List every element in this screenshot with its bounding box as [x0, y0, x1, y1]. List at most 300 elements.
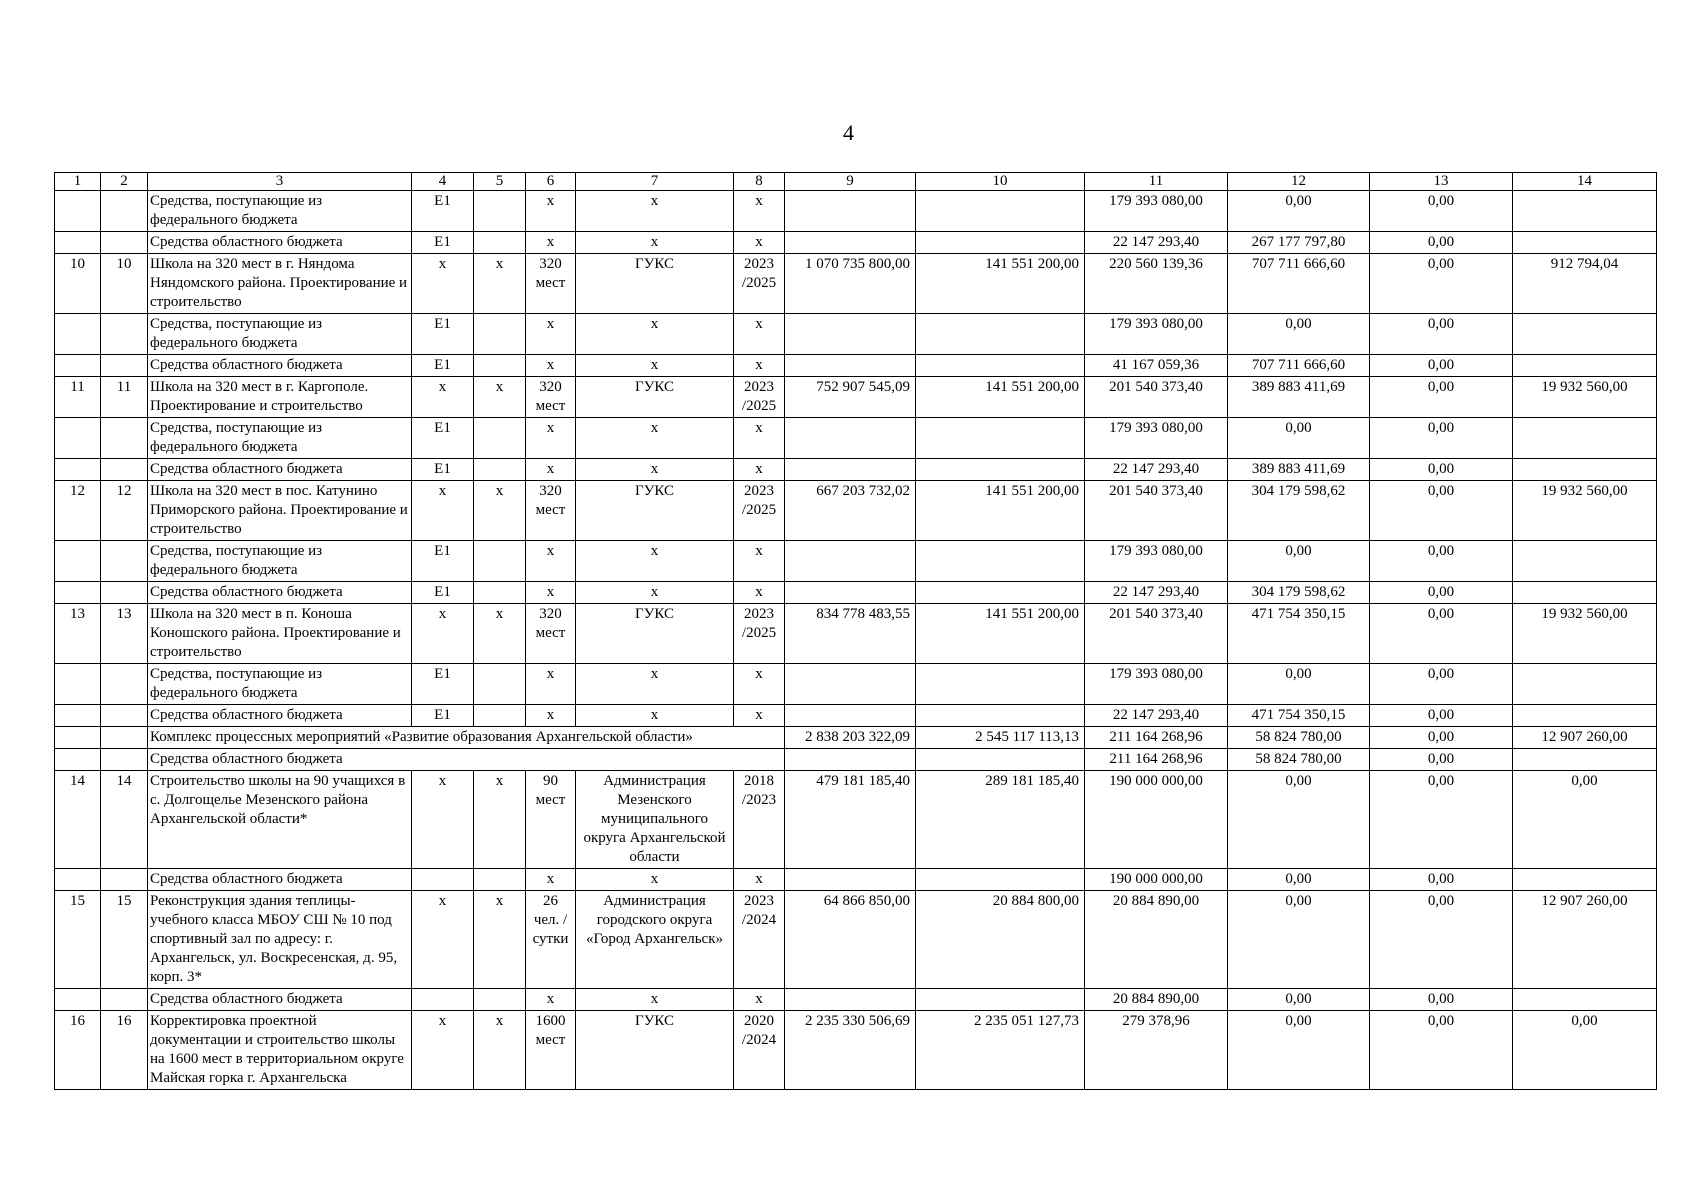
table-cell: 0,00 [1370, 749, 1513, 771]
column-header: 3 [148, 173, 412, 191]
table-cell: 0,00 [1370, 891, 1513, 989]
table-cell: Е1 [412, 191, 474, 232]
table-cell [785, 355, 916, 377]
table-cell [101, 582, 148, 604]
table-cell [101, 989, 148, 1011]
table-cell: 12 907 260,00 [1513, 891, 1657, 989]
table-cell [55, 727, 101, 749]
table-row [55, 191, 1657, 232]
column-header: 6 [526, 173, 576, 191]
table-cell: х [474, 481, 526, 541]
table-cell [55, 664, 101, 705]
table-cell: Школа на 320 мест в п. Коноша Коношского района. Проектирование и строительство [148, 604, 412, 664]
table-row [55, 869, 1657, 891]
table-cell: х [734, 541, 785, 582]
table-cell: 13 [101, 604, 148, 664]
table-cell: Е1 [412, 541, 474, 582]
table-cell: Средства областного бюджета [148, 869, 412, 891]
table-cell: 201 540 373,40 [1085, 377, 1228, 418]
table-cell: 0,00 [1228, 191, 1370, 232]
table-cell: 13 [55, 604, 101, 664]
table-cell: Реконструкция здания теплицы-учебного класса МБОУ СШ № 10 под спортивный зал по адресу: г. Архангельск, ул. Воскресенская, д. 95, корп. 3* [148, 891, 412, 989]
table-cell: Средства областного бюджета [148, 355, 412, 377]
table-cell: х [576, 191, 734, 232]
table-cell: 15 [101, 891, 148, 989]
table-cell [916, 705, 1085, 727]
table-cell: 667 203 732,02 [785, 481, 916, 541]
table-cell [916, 989, 1085, 1011]
table-cell: 211 164 268,96 [1085, 727, 1228, 749]
table-cell [1513, 232, 1657, 254]
table-cell: х [734, 705, 785, 727]
table-row [55, 604, 1657, 664]
table-cell: 0,00 [1370, 705, 1513, 727]
table-cell: 179 393 080,00 [1085, 541, 1228, 582]
table-cell [55, 869, 101, 891]
table-cell [1513, 869, 1657, 891]
table-cell: Средства областного бюджета [148, 582, 412, 604]
table-cell: х [526, 418, 576, 459]
table-cell: 2023 /2025 [734, 377, 785, 418]
table-cell [916, 582, 1085, 604]
table-cell [916, 418, 1085, 459]
column-header: 11 [1085, 173, 1228, 191]
table-cell: 0,00 [1228, 869, 1370, 891]
table-row [55, 891, 1657, 989]
table-cell: 41 167 059,36 [1085, 355, 1228, 377]
table-cell: 0,00 [1370, 355, 1513, 377]
table-cell [474, 989, 526, 1011]
table-cell [916, 664, 1085, 705]
table-row [55, 727, 1657, 749]
table-cell [101, 705, 148, 727]
table-cell [474, 314, 526, 355]
table-cell: 471 754 350,15 [1228, 604, 1370, 664]
table-cell: х [576, 869, 734, 891]
table-cell: х [734, 989, 785, 1011]
table-cell: 304 179 598,62 [1228, 481, 1370, 541]
table-cell [55, 418, 101, 459]
table-cell: 10 [101, 254, 148, 314]
table-cell: 2018 /2023 [734, 771, 785, 869]
table-cell [101, 869, 148, 891]
table-cell: 22 147 293,40 [1085, 582, 1228, 604]
table-cell [101, 541, 148, 582]
table-cell [474, 355, 526, 377]
table-cell: 304 179 598,62 [1228, 582, 1370, 604]
table-cell [916, 314, 1085, 355]
table-cell: 15 [55, 891, 101, 989]
table-cell [785, 705, 916, 727]
table-cell: 707 711 666,60 [1228, 254, 1370, 314]
table-cell: Е1 [412, 355, 474, 377]
table-cell [55, 989, 101, 1011]
column-header: 14 [1513, 173, 1657, 191]
table-cell [101, 459, 148, 481]
table-cell: 0,00 [1228, 418, 1370, 459]
table-cell [1513, 541, 1657, 582]
table-cell: 2023 /2024 [734, 891, 785, 989]
table-cell: х [412, 604, 474, 664]
table-cell: х [576, 459, 734, 481]
table-cell: ГУКС [576, 254, 734, 314]
table-cell: 1600 мест [526, 1011, 576, 1090]
table-row [55, 582, 1657, 604]
table-cell: Школа на 320 мест в пос. Катунино Приморского района. Проектирование и строительство [148, 481, 412, 541]
table-cell: 471 754 350,15 [1228, 705, 1370, 727]
table-cell: 389 883 411,69 [1228, 459, 1370, 481]
table-cell: 179 393 080,00 [1085, 418, 1228, 459]
table-cell [785, 418, 916, 459]
table-cell [916, 541, 1085, 582]
table-cell: Е1 [412, 232, 474, 254]
table-cell: 0,00 [1370, 989, 1513, 1011]
table-cell: х [734, 232, 785, 254]
table-cell: х [734, 869, 785, 891]
table-cell: х [474, 377, 526, 418]
table-row [55, 314, 1657, 355]
table-cell: 2023 /2025 [734, 254, 785, 314]
table-cell: 12 907 260,00 [1513, 727, 1657, 749]
table-row [55, 254, 1657, 314]
table-cell: 0,00 [1370, 582, 1513, 604]
column-header: 5 [474, 173, 526, 191]
table-cell [916, 869, 1085, 891]
table-cell: 0,00 [1370, 869, 1513, 891]
table-cell [101, 191, 148, 232]
table-cell: 320 мест [526, 254, 576, 314]
table-cell: 912 794,04 [1513, 254, 1657, 314]
table-cell: х [734, 664, 785, 705]
table-cell [1513, 459, 1657, 481]
table-cell [474, 459, 526, 481]
table-cell: 0,00 [1513, 771, 1657, 869]
table-cell: 201 540 373,40 [1085, 604, 1228, 664]
table-cell: 0,00 [1370, 481, 1513, 541]
section-title-cell: Средства областного бюджета [148, 749, 785, 771]
table-cell [785, 664, 916, 705]
table-cell: 141 551 200,00 [916, 377, 1085, 418]
table-cell [1513, 582, 1657, 604]
table-cell [1513, 989, 1657, 1011]
table-cell: х [526, 989, 576, 1011]
table-cell: Корректировка проектной документации и строительство школы на 1600 мест в территориальном округе Майская горка г. Архангельска [148, 1011, 412, 1090]
table-cell: Е1 [412, 664, 474, 705]
table-cell [55, 705, 101, 727]
table-cell [55, 191, 101, 232]
page-number: 4 [843, 120, 854, 145]
table-cell [1513, 355, 1657, 377]
table-cell [412, 869, 474, 891]
table-cell [785, 459, 916, 481]
table-cell: х [576, 705, 734, 727]
table-cell [55, 232, 101, 254]
table-cell: ГУКС [576, 1011, 734, 1090]
table-cell [474, 582, 526, 604]
table-cell: 22 147 293,40 [1085, 459, 1228, 481]
table-cell: х [412, 891, 474, 989]
table-cell: 0,00 [1370, 254, 1513, 314]
table-cell: 16 [55, 1011, 101, 1090]
table-cell: 19 932 560,00 [1513, 377, 1657, 418]
table-cell [412, 989, 474, 1011]
table-cell [55, 582, 101, 604]
column-header: 12 [1228, 173, 1370, 191]
table-cell: х [526, 314, 576, 355]
table-cell: 90 мест [526, 771, 576, 869]
table-cell: 2 235 051 127,73 [916, 1011, 1085, 1090]
table-cell: 0,00 [1370, 1011, 1513, 1090]
table-cell: 201 540 373,40 [1085, 481, 1228, 541]
table-cell: х [526, 869, 576, 891]
table-cell: 141 551 200,00 [916, 254, 1085, 314]
table-cell: х [474, 771, 526, 869]
table-cell: 22 147 293,40 [1085, 232, 1228, 254]
table-cell: Средства областного бюджета [148, 989, 412, 1011]
table-cell: 0,00 [1370, 314, 1513, 355]
table-cell: х [576, 664, 734, 705]
table-cell: 211 164 268,96 [1085, 749, 1228, 771]
table-cell [101, 749, 148, 771]
table-cell: х [526, 191, 576, 232]
table-cell: 0,00 [1370, 664, 1513, 705]
table-row [55, 749, 1657, 771]
table-cell [785, 314, 916, 355]
table-cell: 0,00 [1370, 377, 1513, 418]
table-cell: 11 [55, 377, 101, 418]
table-cell: 0,00 [1228, 541, 1370, 582]
table-cell: 0,00 [1370, 771, 1513, 869]
table-cell: 320 мест [526, 604, 576, 664]
table-row [55, 481, 1657, 541]
table-cell: 190 000 000,00 [1085, 771, 1228, 869]
table-cell: 11 [101, 377, 148, 418]
table-cell [785, 541, 916, 582]
table-cell: 220 560 139,36 [1085, 254, 1228, 314]
table-cell: ГУКС [576, 604, 734, 664]
table-cell: 2 838 203 322,09 [785, 727, 916, 749]
table-cell: х [576, 355, 734, 377]
table-row [55, 355, 1657, 377]
table-cell: 179 393 080,00 [1085, 314, 1228, 355]
table-cell: 16 [101, 1011, 148, 1090]
table-cell: х [576, 232, 734, 254]
table-cell: х [412, 1011, 474, 1090]
table-cell: Администрация Мезенского муниципального округа Архангельской области [576, 771, 734, 869]
table-cell: х [474, 1011, 526, 1090]
table-cell [1513, 418, 1657, 459]
table-cell [55, 459, 101, 481]
table-cell: х [412, 771, 474, 869]
column-header: 10 [916, 173, 1085, 191]
table-cell: х [526, 232, 576, 254]
table-cell: х [734, 459, 785, 481]
table-cell: Е1 [412, 705, 474, 727]
table-cell: Е1 [412, 582, 474, 604]
table-cell: 2023 /2025 [734, 604, 785, 664]
table-cell: 267 177 797,80 [1228, 232, 1370, 254]
table-cell: х [734, 191, 785, 232]
column-header: 7 [576, 173, 734, 191]
table-cell: Средства областного бюджета [148, 459, 412, 481]
table-cell [55, 314, 101, 355]
table-cell: х [576, 314, 734, 355]
table-cell: 1 070 735 800,00 [785, 254, 916, 314]
table-row [55, 1011, 1657, 1090]
table-cell [474, 664, 526, 705]
table-cell [916, 191, 1085, 232]
table-cell [916, 232, 1085, 254]
table-cell: 0,00 [1228, 891, 1370, 989]
table-cell: 752 907 545,09 [785, 377, 916, 418]
table-cell: х [474, 604, 526, 664]
table-cell: Средства, поступающие из федерального бюджета [148, 418, 412, 459]
column-header: 9 [785, 173, 916, 191]
table-row [55, 989, 1657, 1011]
table-row [55, 377, 1657, 418]
table-cell [785, 582, 916, 604]
table-cell: х [576, 418, 734, 459]
table-cell [474, 232, 526, 254]
table-cell: 834 778 483,55 [785, 604, 916, 664]
table-cell [101, 232, 148, 254]
table-cell: 58 824 780,00 [1228, 727, 1370, 749]
table-cell: Средства областного бюджета [148, 705, 412, 727]
table-row [55, 459, 1657, 481]
table-cell: Средства, поступающие из федерального бюджета [148, 541, 412, 582]
table-cell [785, 191, 916, 232]
table-cell: 0,00 [1228, 1011, 1370, 1090]
table-cell: 26 чел. /сутки [526, 891, 576, 989]
table-cell: Администрация городского округа «Город Архангельск» [576, 891, 734, 989]
table-cell [101, 314, 148, 355]
table-cell: 0,00 [1228, 314, 1370, 355]
table-cell: 2 545 117 113,13 [916, 727, 1085, 749]
header-row [55, 173, 1657, 191]
table-cell: 0,00 [1370, 541, 1513, 582]
table-cell: х [412, 254, 474, 314]
table-cell [1513, 705, 1657, 727]
table-cell [101, 664, 148, 705]
table-cell: Е1 [412, 418, 474, 459]
table-cell: х [526, 541, 576, 582]
table-cell: 0,00 [1370, 418, 1513, 459]
table-cell: х [734, 582, 785, 604]
table-cell [916, 459, 1085, 481]
table-row [55, 541, 1657, 582]
table-cell: х [576, 541, 734, 582]
table-row [55, 232, 1657, 254]
table-cell: 0,00 [1370, 191, 1513, 232]
table-cell: 707 711 666,60 [1228, 355, 1370, 377]
table-cell: х [412, 377, 474, 418]
table-cell: 0,00 [1513, 1011, 1657, 1090]
table-cell [55, 541, 101, 582]
column-header: 4 [412, 173, 474, 191]
table-cell: 10 [55, 254, 101, 314]
table-cell: 179 393 080,00 [1085, 191, 1228, 232]
table-cell: 190 000 000,00 [1085, 869, 1228, 891]
table-cell: Средства, поступающие из федерального бюджета [148, 191, 412, 232]
table-cell: Школа на 320 мест в г. Няндома Няндомского района. Проектирование и строительство [148, 254, 412, 314]
table-cell: 20 884 890,00 [1085, 891, 1228, 989]
column-header: 1 [55, 173, 101, 191]
table-cell: 2023 /2025 [734, 481, 785, 541]
table-cell [785, 989, 916, 1011]
table-cell: 58 824 780,00 [1228, 749, 1370, 771]
table-cell: 19 932 560,00 [1513, 481, 1657, 541]
table-cell: 389 883 411,69 [1228, 377, 1370, 418]
table-cell: 179 393 080,00 [1085, 664, 1228, 705]
table-cell: х [474, 891, 526, 989]
table-cell [101, 727, 148, 749]
table-row [55, 771, 1657, 869]
table-cell: Средства, поступающие из федерального бюджета [148, 314, 412, 355]
table-cell: 0,00 [1370, 232, 1513, 254]
table-cell: 279 378,96 [1085, 1011, 1228, 1090]
table-cell: 0,00 [1228, 989, 1370, 1011]
table-cell: 20 884 890,00 [1085, 989, 1228, 1011]
table-cell: 0,00 [1370, 459, 1513, 481]
table-cell: 479 181 185,40 [785, 771, 916, 869]
table-cell [785, 749, 916, 771]
table-cell: х [734, 314, 785, 355]
table-cell: ГУКС [576, 481, 734, 541]
table-cell [1513, 191, 1657, 232]
table-cell: 320 мест [526, 481, 576, 541]
table-cell [1513, 314, 1657, 355]
table-cell [474, 705, 526, 727]
table-cell: х [526, 355, 576, 377]
table-cell: Школа на 320 мест в г. Каргополе. Проектирование и строительство [148, 377, 412, 418]
table-cell: 12 [55, 481, 101, 541]
table-row [55, 664, 1657, 705]
table-cell: 2020 /2024 [734, 1011, 785, 1090]
budget-table [54, 172, 1657, 1090]
table-cell [101, 418, 148, 459]
table-cell [474, 869, 526, 891]
table-cell [55, 355, 101, 377]
table-row [55, 418, 1657, 459]
table-cell [474, 418, 526, 459]
table-cell: х [576, 582, 734, 604]
table-cell: 2 235 330 506,69 [785, 1011, 916, 1090]
table-cell [1513, 749, 1657, 771]
table-cell: 12 [101, 481, 148, 541]
table-cell: Средства областного бюджета [148, 232, 412, 254]
table-cell [785, 232, 916, 254]
table-cell: х [734, 418, 785, 459]
table-cell: 20 884 800,00 [916, 891, 1085, 989]
table-cell: Е1 [412, 459, 474, 481]
table-cell [916, 355, 1085, 377]
table-cell [1513, 664, 1657, 705]
table-cell: 14 [55, 771, 101, 869]
table-cell [474, 541, 526, 582]
table-cell: 320 мест [526, 377, 576, 418]
table-cell: ГУКС [576, 377, 734, 418]
table-cell: 0,00 [1370, 604, 1513, 664]
table-cell [474, 191, 526, 232]
table-cell: х [526, 705, 576, 727]
table-cell: 22 147 293,40 [1085, 705, 1228, 727]
table-cell: 0,00 [1370, 727, 1513, 749]
table-cell: 0,00 [1228, 771, 1370, 869]
table-cell [785, 869, 916, 891]
table-cell: 289 181 185,40 [916, 771, 1085, 869]
table-cell: 14 [101, 771, 148, 869]
table-cell: х [526, 582, 576, 604]
